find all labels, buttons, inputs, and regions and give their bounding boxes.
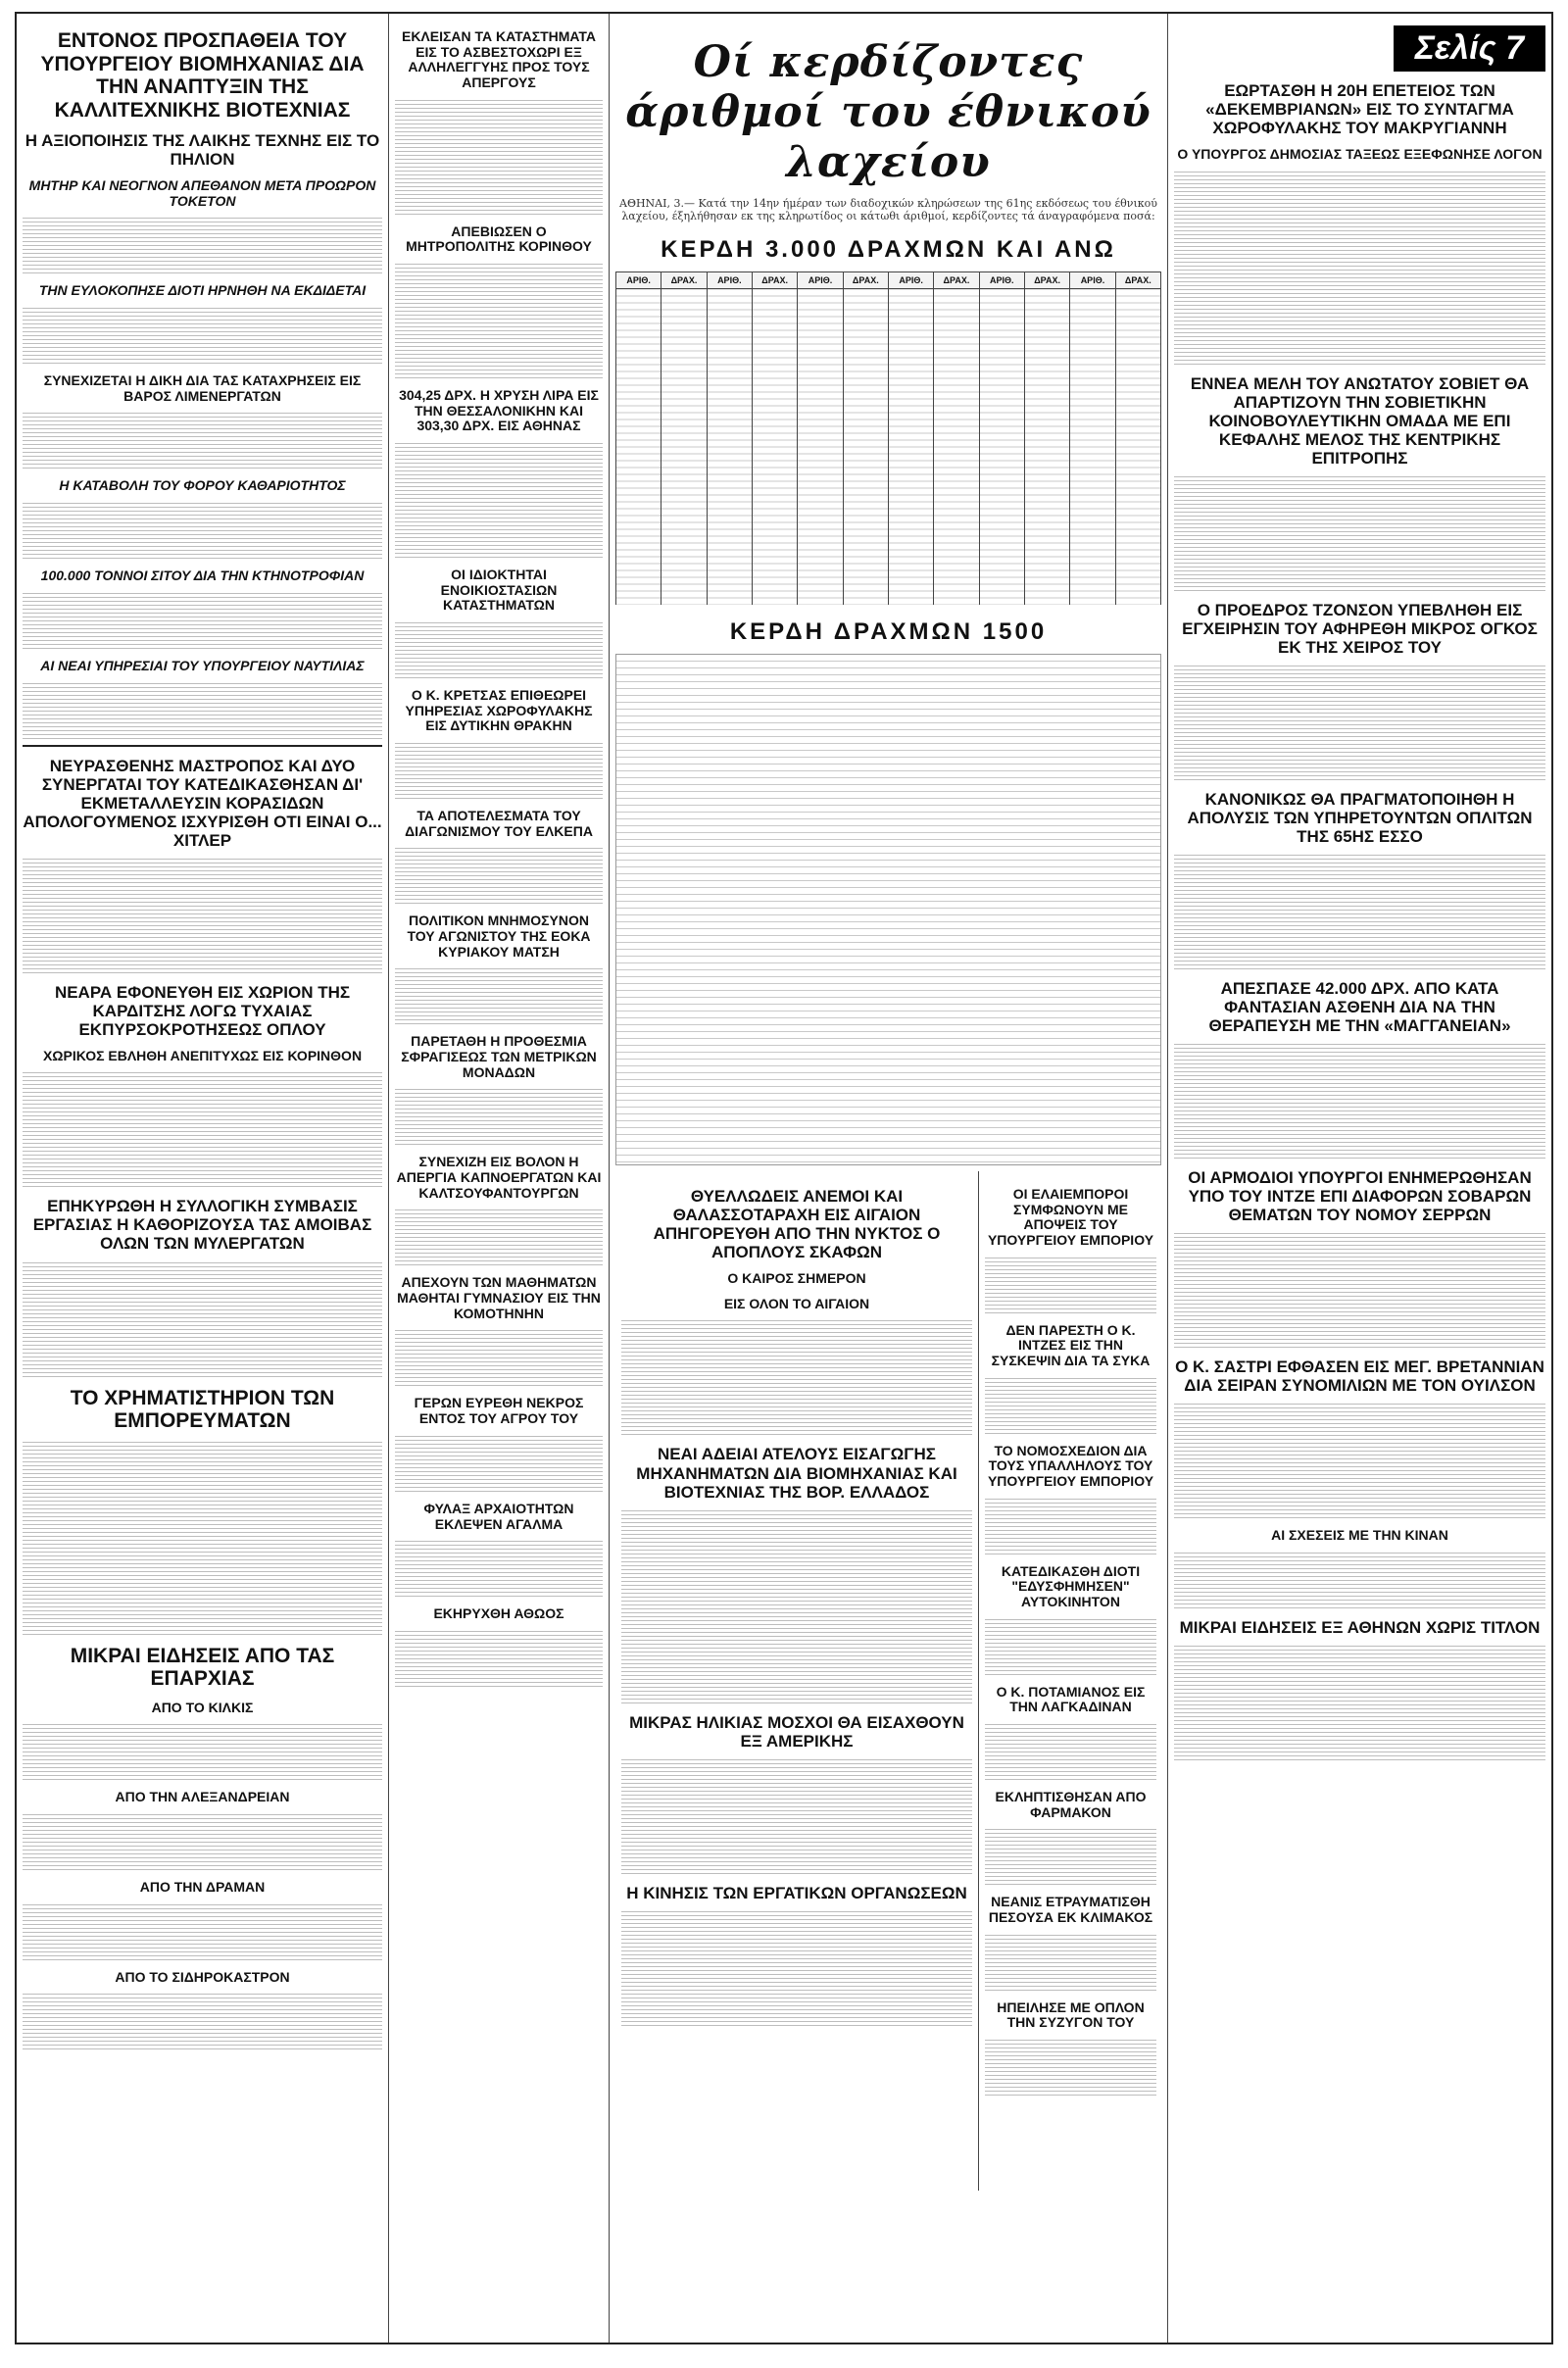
headline-korinthos-villager: ΧΩΡΙΚΟΣ ΕΒΛΗΘΗ ΑΝΕΠΙΤΥΧΩΣ ΕΙΣ ΚΟΡΙΝΘΟΝ — [42, 1047, 363, 1063]
col-drachmas: ΔΡΑΧ. — [843, 272, 888, 289]
headline-labor-organizations: Η ΚΙΝΗΣΙΣ ΤΩΝ ΕΡΓΑΤΙΚΩΝ ΟΡΓΑΝΩΣΕΩΝ — [626, 1883, 967, 1902]
headline-mother-newborn: ΜΗΤΗΡ ΚΑΙ ΝΕΟΓΝΟΝ ΑΠΕΘΑΝΟΝ ΜΕΤΑ ΠΡΟΩΡΟΝ ΤΟΚΕΤΟΝ — [28, 177, 376, 209]
headline-stabbing: ΤΗΝ ΕΥΛΟΚΟΠΗΣΕ ΔΙΟΤΙ ΗΡΝΗΘΗ ΝΑ ΕΚΔΙΔΕΤΑΙ — [38, 282, 367, 299]
col-drachmas: ΔΡΑΧ. — [752, 272, 797, 289]
article-body — [23, 590, 382, 649]
headline-kretsas: Ο Κ. ΚΡΕΤΣΑΣ ΕΠΙΘΕΩΡΕΙ ΥΠΗΡΕΣΙΑΣ ΧΩΡΟΦΥΛΑΚΗΣ ΕΙΣ ΔΥΤΙΚΗΝ ΘΡΑΚΗΝ — [405, 687, 593, 734]
headline-pelion: Η ΑΞΙΟΠΟΙΗΣΙΣ ΤΗΣ ΛΑΙΚΗΣ ΤΕΧΝΗΣ ΕΙΣ ΤΟ ΠΗΛΙΟΝ — [24, 131, 380, 170]
col-drachmas: ΔΡΑΧ. — [934, 272, 979, 289]
headline-volos-strike: ΣΥΝΕΧΙΖΗ ΕΙΣ ΒΟΛΟΝ Η ΑΠΕΡΓΙΑ ΚΑΠΝΟΕΡΓΑΤΩΝ ΚΑΙ ΚΑΛΤΣΟΥΦΑΝΤΟΥΡΓΩΝ — [396, 1154, 602, 1201]
headline-elkepa: ΤΑ ΑΠΟΤΕΛΕΣΜΑΤΑ ΤΟΥ ΔΙΑΓΩΝΙΣΜΟΥ ΤΟΥ ΕΛΚΕΠΑ — [405, 808, 593, 839]
article-body — [621, 1756, 972, 1874]
col-number: ΑΡΙΘ. — [616, 272, 662, 289]
headline-karditsa: ΝΕΑΡΑ ΕΦΟΝΕΥΘΗ ΕΙΣ ΧΩΡΙΟΝ ΤΗΣ ΚΑΡΔΙΤΣΗΣ ΛΟΓΩ ΤΥΧΑΙΑΣ ΕΚΠΥΡΣΟΚΡΟΤΗΣΕΩΣ ΟΠΛΟΥ — [54, 982, 351, 1039]
headline-calves-america: ΜΙΚΡΑΣ ΗΛΙΚΙΑΣ ΜΟΣΧΟΙ ΘΑ ΕΙΣΑΧΘΟΥΝ ΕΞ ΑΜΕΡΙΚΗΣ — [629, 1712, 964, 1751]
headline-car-defamation: ΚΑΤΕΔΙΚΑΣΘΗ ΔΙΟΤΙ "ΕΔΥΣΦΗΜΗΣΕΝ" ΑΥΤΟΚΙΝΗΤΟΝ — [1001, 1562, 1141, 1610]
headline-storm-aegean: ΘΥΕΛΛΩΔΕΙΣ ΑΝΕΜΟΙ ΚΑΙ ΘΑΛΑΣΣΟΤΑΡΑΧΗ ΕΙΣ ΑΙΓΑΙΟΝ ΑΠΗΓΟΡΕΥΘΗ ΑΠΟ ΤΗΝ ΝΥΚΤΟΣ Ο ΑΠΟΠΛΟΥΣ ΣΚΑΦΩΝ — [653, 1187, 941, 1262]
center-lower-section — [615, 1171, 1161, 2191]
headline-wheat: 100.000 ΤΟΝΝΟΙ ΣΙΤΟΥ ΔΙΑ ΤΗΝ ΚΤΗΝΟΤΡΟΦΙΑΝ — [40, 567, 365, 584]
headline-shastri: Ο Κ. ΣΑΣΤΡΙ ΕΦΘΑΣΕΝ ΕΙΣ ΜΕΓ. ΒΡΕΤΑΝΝΙΑΝ ΔΙΑ ΣΕΙΡΑΝ ΣΥΝΟΜΙΛΙΩΝ ΜΕ ΤΟΝ ΟΥΙΛΣΟΝ — [1175, 1357, 1544, 1396]
headline-shipping-ministry: ΑΙ ΝΕΑΙ ΥΠΗΡΕΣΙΑΙ ΤΟΥ ΥΠΟΥΡΓΕΙΟΥ ΝΑΥΤΙΛΙΑΣ — [40, 657, 365, 673]
article-body — [395, 97, 603, 215]
article-body — [23, 1721, 382, 1780]
article-body — [395, 965, 603, 1024]
article-body — [1174, 1550, 1545, 1608]
lottery-table-header — [616, 272, 1161, 289]
article-body — [985, 1375, 1156, 1434]
article-body — [985, 2037, 1156, 2096]
newspaper-page — [15, 12, 1553, 2344]
article-body — [23, 1259, 382, 1377]
lottery-prize-3000-heading: ΚΕΡΔΗ 3.000 ΔΡΑΧΜΩΝ ΚΑΙ ΑΝΩ — [661, 236, 1116, 263]
article-body — [621, 1507, 972, 1703]
article-body — [395, 1433, 603, 1492]
article-body — [395, 619, 603, 678]
article-body — [23, 1069, 382, 1187]
article-body — [985, 1496, 1156, 1554]
headline-intzes-figs: ΔΕΝ ΠΑΡΕΣΤΗ Ο Κ. ΙΝΤΖΕΣ ΕΙΣ ΤΗΝ ΣΥΣΚΕΨΙΝ ΔΙΑ ΤΑ ΣΥΚΑ — [991, 1321, 1151, 1369]
subhead-alexandreia: ΑΠΟ ΤΗΝ ΑΛΕΞΑΝΔΡΕΙΑΝ — [115, 1789, 290, 1805]
headline-witchcraft: ΑΠΕΣΠΑΣΕ 42.000 ΔΡΧ. ΑΠΟ ΚΑΤΑ ΦΑΝΤΑΣΙΑΝ ΑΣΘΕΝΗ ΔΙΑ ΝΑ ΤΗΝ ΘΕΡΑΠΕΥΣΗ ΜΕ ΤΗΝ «ΜΑΓΓΑΝΕΙΑΝ» — [1208, 979, 1511, 1036]
article-body — [621, 1317, 972, 1435]
article-body — [621, 1908, 972, 2026]
article-body — [395, 1327, 603, 1386]
subhead-kilkis: ΑΠΟ ΤΟ ΚΙΛΚΙΣ — [151, 1699, 254, 1715]
headline-threatened-wife: ΗΠΕΙΛΗΣΕ ΜΕ ΟΠΛΟΝ ΤΗΝ ΣΥΖΥΓΟΝ ΤΟΥ — [997, 1998, 1145, 2031]
article-body — [23, 1991, 382, 2049]
article-body — [395, 845, 603, 904]
article-body — [395, 261, 603, 378]
headline-dekemvriana: ΕΩΡΤΑΣΘΗ Η 20Η ΕΠΕΤΕΙΟΣ ΤΩΝ «ΔΕΚΕΜΒΡΙΑΝΩΝ» ΕΙΣ ΤΟ ΣΥΝΤΑΓΜΑ ΧΩΡΟΦΥΛΑΚΗΣ ΤΟΥ ΜΑΚΡΥΓΙΑΝΝΗ — [1205, 81, 1514, 138]
lottery-intro: ΑΘΗΝΑΙ, 3.— Κατά την 14ην ήμέραν των διαδοχικών κληρώσεων της 61ης εκδόσεως του έθνικού λαχείου, έξηλήθησαν εκ της κληρωτίδος οι κάτωθι άριθμοί, κερδίζοντες τά άναγραφόμενα ποσά: — [619, 197, 1157, 222]
headline-millworkers: ΕΠΗΚΥΡΩΘΗ Η ΣΥΛΛΟΓΙΚΗ ΣΥΜΒΑΣΙΣ ΕΡΓΑΣΙΑΣ Η ΚΑΘΟΡΙΖΟΥΣΑ ΤΑΣ ΑΜΟΙΒΑΣ ΟΛΩΝ ΤΩΝ ΜΥΛΕΡΓΑΤΩΝ — [32, 1197, 372, 1254]
headline-pimp-hitler: ΝΕΥΡΑΣΘΕΝΗΣ ΜΑΣΤΡΟΠΟΣ ΚΑΙ ΔΥΟ ΣΥΝΕΡΓΑΤΑΙ ΤΟΥ ΚΑΤΕΔΙΚΑΣΘΗΣΑΝ ΔΙ' ΕΚΜΕΤΑΛΛΕΥΣΙΝ ΚΟΡΑΣΙΔΩΝ ΑΠΟΛΟΓΟΥΜΕΝΟΣ ΙΣΧΥΡΙΣΘΗ ΟΤΙ ΕΙΝΑΙ Ο... ΧΙΤΛΕΡ — [23, 756, 382, 850]
center-lower-right — [978, 1171, 1162, 2191]
headline-soviet: ΕΝΝΕΑ ΜΕΛΗ ΤΟΥ ΑΝΩΤΑΤΟΥ ΣΟΒΙΕΤ ΘΑ ΑΠΑΡΤΙΖΟΥΝ ΤΗΝ ΣΟΒΙΕΤΙΚΗΝ ΚΟΙΝΟΒΟΥΛΕΥΤΙΚΗΝ ΟΜΑΔΑ ΜΕ ΕΠΙ ΚΕΦΑΛΗΣ ΜΕΛΟΣ ΤΗΣ ΚΕΝΤΡΙΚΗΣ ΕΠΙΤΡΟΠΗΣ — [1190, 373, 1530, 468]
col-drachmas: ΔΡΑΧ. — [1024, 272, 1069, 289]
headline-potamianos: Ο Κ. ΠΟΤΑΜΙΑΝΟΣ ΕΙΣ ΤΗΝ ΛΑΓΚΑΔΙΝΑΝ — [996, 1683, 1146, 1715]
headline-gold-pound: 304,25 ΔΡΧ. Η ΧΡΥΣΗ ΛΙΡΑ ΕΙΣ ΤΗΝ ΘΕΣΣΑΛΟΝΙΚΗΝ ΚΑΙ 303,30 ΔΡΧ. ΕΙΣ ΑΘΗΝΑΣ — [399, 387, 599, 434]
lottery-table-body — [616, 289, 1161, 606]
headline-acquitted: ΕΚΗΡΥΧΘΗ ΑΘΩΟΣ — [433, 1605, 564, 1622]
headline-metric-units: ΠΑΡΕΤΑΘΗ Η ΠΡΟΘΕΣΜΙΑ ΣΦΡΑΓΙΣΕΩΣ ΤΩΝ ΜΕΤΡΙΚΩΝ ΜΟΝΑΔΩΝ — [401, 1033, 597, 1080]
headline-machinery-import: ΝΕΑΙ ΑΔΕΙΑΙ ΑΤΕΛΟΥΣ ΕΙΣΑΓΩΓΗΣ ΜΗΧΑΝΗΜΑΤΩΝ ΔΙΑ ΒΙΟΜΗΧΑΝΙΑΣ ΚΑΙ ΒΙΟΤΕΧΝΙΑΣ ΤΗΣ ΒΟΡ. ΕΛΛΑΔΟΣ — [636, 1445, 957, 1502]
headline-matsis: ΠΟΛΙΤΙΚΟΝ ΜΝΗΜΟΣΥΝΟΝ ΤΟΥ ΑΓΩΝΙΣΤΟΥ ΤΗΣ ΕΟΚΑ ΚΥΡΙΑΚΟΥ ΜΑΤΣΗ — [407, 913, 591, 960]
lottery-table-3000 — [615, 271, 1161, 605]
article-body — [23, 856, 382, 973]
headline-shop-owners: ΟΙ ΙΔΙΟΚΤΗΤΑΙ ΕΝΟΙΚΙΟΣΤΑΣΙΩΝ ΚΑΤΑΣΤΗΜΑΤΩΝ — [440, 567, 558, 614]
lottery-numbers-1500 — [615, 654, 1161, 1165]
article-body — [395, 1207, 603, 1265]
lottery-title: Οί κερδίζοντες άριθμοί του έθνικού λαχείου — [625, 37, 1152, 187]
headline-poisoned: ΕΚΛΗΠΤΙΣΘΗΣΑΝ ΑΠΟ ΦΑΡΜΑΚΟΝ — [995, 1789, 1147, 1820]
subhead-aegean: ΕΙΣ ΟΛΟΝ ΤΟ ΑΙΓΑΙΟΝ — [723, 1295, 870, 1311]
col-number: ΑΡΙΘ. — [707, 272, 752, 289]
article-body — [985, 1255, 1156, 1313]
headline-esso-discharge: ΚΑΝΟΝΙΚΩΣ ΘΑ ΠΡΑΓΜΑΤΟΠΟΙΗΘΗ Η ΑΠΟΛΥΣΙΣ ΤΩΝ ΥΠΗΡΕΤΟΥΝΤΩΝ ΟΠΛΙΤΩΝ ΤΗΣ 65ΗΣ ΕΣΣΟ — [1187, 790, 1533, 847]
article-body — [1174, 1401, 1545, 1518]
article-body — [985, 1932, 1156, 1991]
col-drachmas: ΔΡΑΧ. — [1115, 272, 1160, 289]
headline-serres: ΟΙ ΑΡΜΟΔΙΟΙ ΥΠΟΥΡΓΟΙ ΕΝΗΜΕΡΩΘΗΣΑΝ ΥΠΟ ΤΟΥ ΙΝΤΖΕ ΕΠΙ ΔΙΑΦΟΡΩΝ ΣΟΒΑΡΩΝ ΘΕΜΑΤΩΝ ΤΟΥ ΝΟΜΟΥ ΣΕΡΡΩΝ — [1188, 1168, 1532, 1225]
headline-asvestochori: ΕΚΛΕΙΣΑΝ ΤΑ ΚΑΤΑΣΤΗΜΑΤΑ ΕΙΣ ΤΟ ΑΣΒΕΣΤΟΧΩΡΙ ΕΞ ΑΛΛΗΛΕΓΓΥΗΣ ΠΡΟΣ ΤΟΥΣ ΑΠΕΡΓΟΥΣ — [401, 28, 597, 91]
headline-antiquities-guard: ΦΥΛΑΞ ΑΡΧΑΙΟΤΗΤΩΝ ΕΚΛΕΨΕΝ ΑΓΑΛΜΑ — [423, 1500, 574, 1532]
headline-province-news: ΜΙΚΡΑΙ ΕΙΔΗΣΕΙΣ ΑΠΟ ΤΑΣ ΕΠΑΡΧΙΑΣ — [70, 1644, 335, 1691]
article-body — [23, 1439, 382, 1635]
subhead-minister-speech: Ο ΥΠΟΥΡΓΟΣ ΔΗΜΟΣΙΑΣ ΤΑΞΕΩΣ ΕΞΕΦΩΝΗΣΕ ΛΟΓΟΝ — [1177, 146, 1543, 163]
article-body — [395, 440, 603, 558]
right-column — [1168, 14, 1551, 2343]
headline-girl-fell: ΝΕΑΝΙΣ ΕΤΡΑΥΜΑΤΙΣΘΗ ΠΕΣΟΥΣΑ ΕΚ ΚΛΙΜΑΚΟΣ — [988, 1894, 1153, 1926]
center-lower-left — [615, 1171, 978, 2191]
article-body — [23, 500, 382, 559]
subhead-china: ΑΙ ΣΧΕΣΕΙΣ ΜΕ ΤΗΝ ΚΙΝΑΝ — [1271, 1527, 1448, 1544]
subhead-weather: Ο ΚΑΙΡΟΣ ΣΗΜΕΡΟΝ — [727, 1270, 866, 1287]
article-body — [1174, 663, 1545, 780]
headline-cleaning-tax: Η ΚΑΤΑΒΟΛΗ ΤΟΥ ΦΟΡΟΥ ΚΑΘΑΡΙΟΤΗΤΟΣ — [59, 477, 346, 494]
col-drachmas: ΔΡΑΧ. — [662, 272, 707, 289]
col-number: ΑΡΙΘ. — [1070, 272, 1115, 289]
headline-biotechnia: ΕΝΤΟΝΟΣ ΠΡΟΣΠΑΘΕΙΑ ΤΟΥ ΥΠΟΥΡΓΕΙΟΥ ΒΙΟΜΗΧΑΝΙΑΣ ΔΙΑ ΤΗΝ ΑΝΑΠΤΥΞΙΝ ΤΗΣ ΚΑΛΛΙΤΕΧΝΙΚΗΣ ΒΙΟΤΕΧΝΙΑΣ — [40, 29, 365, 122]
headline-johnson-surgery: Ο ΠΡΟΕΔΡΟΣ ΤΖΟΝΣΟΝ ΥΠΕΒΛΗΘΗ ΕΙΣ ΕΓΧΕΙΡΗΣΙΝ ΤΟΥ ΑΦΗΡΕΘΗ ΜΙΚΡΟΣ ΟΓΚΟΣ ΕΚ ΤΗΣ ΧΕΙΡΟΣ ΤΟΥ — [1182, 600, 1538, 657]
headline-metropolitan: ΑΠΕΒΙΩΣΕΝ Ο ΜΗΤΡΟΠΟΛΙΤΗΣ ΚΟΡΙΝΘΟΥ — [406, 222, 592, 255]
article-body — [1174, 852, 1545, 969]
headline-trial-dockworkers: ΣΥΝΕΧΙΖΕΤΑΙ Η ΔΙΚΗ ΔΙΑ ΤΑΣ ΚΑΤΑΧΡΗΣΕΙΣ ΕΙΣ ΒΑΡΟΣ ΛΙΜΕΝΕΡΓΑΤΩΝ — [43, 372, 362, 404]
article-body — [395, 1538, 603, 1597]
article-body — [23, 1811, 382, 1870]
article-body — [1174, 169, 1545, 365]
article-body — [985, 1826, 1156, 1885]
headline-old-man: ΓΕΡΩΝ ΕΥΡΕΘΗ ΝΕΚΡΟΣ ΕΝΤΟΣ ΤΟΥ ΑΓΡΟΥ ΤΟΥ — [414, 1395, 584, 1427]
headline-komotini-students: ΑΠΕΧΟΥΝ ΤΩΝ ΜΑΘΗΜΑΤΩΝ ΜΑΘΗΤΑΙ ΓΥΜΝΑΣΙΟΥ ΕΙΣ ΤΗΝ ΚΟΜΟΤΗΝΗΝ — [397, 1274, 601, 1321]
subhead-sidirokastro: ΑΠΟ ΤΟ ΣΙΔΗΡΟΚΑΣΤΡΟΝ — [115, 1968, 290, 1985]
article-body — [1174, 473, 1545, 591]
subhead-drama: ΑΠΟ ΤΗΝ ΔΡΑΜΑΝ — [139, 1878, 266, 1895]
divider — [23, 745, 382, 747]
headline-commodity-exchange: ΤΟ ΧΡΗΜΑΤΙΣΤΗΡΙΟΝ ΤΩΝ ΕΜΠΟΡΕΥΜΑΤΩΝ — [70, 1386, 335, 1433]
page-masthead — [1174, 25, 1545, 72]
article-body — [395, 740, 603, 799]
article-body — [985, 1616, 1156, 1675]
article-body — [395, 1628, 603, 1687]
col-number: ΑΡΙΘ. — [888, 272, 933, 289]
lottery-prize-1500-heading: ΚΕΡΔΗ ΔΡΑΧΜΩΝ 1500 — [729, 618, 1048, 645]
article-body — [395, 1086, 603, 1145]
headline-ministry-bill: ΤΟ ΝΟΜΟΣΧΕΔΙΟΝ ΔΙΑ ΤΟΥΣ ΥΠΑΛΛΗΛΟΥΣ ΤΟΥ ΥΠΟΥΡΓΕΙΟΥ ΕΜΠΟΡΙΟΥ — [987, 1442, 1154, 1490]
article-body — [23, 305, 382, 364]
col-number: ΑΡΙΘ. — [798, 272, 843, 289]
col-number: ΑΡΙΘ. — [979, 272, 1024, 289]
article-body — [23, 215, 382, 273]
middle-column — [389, 14, 610, 2343]
article-body — [23, 410, 382, 469]
article-body — [985, 1721, 1156, 1780]
headline-athens-briefs: ΜΙΚΡΑΙ ΕΙΔΗΣΕΙΣ ΕΞ ΑΘΗΝΩΝ ΧΩΡΙΣ ΤΙΤΛΟΝ — [1179, 1618, 1541, 1638]
left-column — [17, 14, 389, 2343]
center-column — [610, 14, 1168, 2343]
article-body — [23, 1901, 382, 1960]
article-body — [1174, 1230, 1545, 1348]
article-body — [23, 680, 382, 739]
page-number: Σελίς 7 — [1394, 25, 1545, 72]
headline-olive-merchants: ΟΙ ΕΛΑΙΕΜΠΟΡΟΙ ΣΥΜΦΩΝΟΥΝ ΜΕ ΑΠΟΨΕΙΣ ΤΟΥ ΥΠΟΥΡΓΕΙΟΥ ΕΜΠΟΡΙΟΥ — [987, 1186, 1154, 1249]
article-body — [1174, 1041, 1545, 1159]
article-body — [1174, 1643, 1545, 1760]
